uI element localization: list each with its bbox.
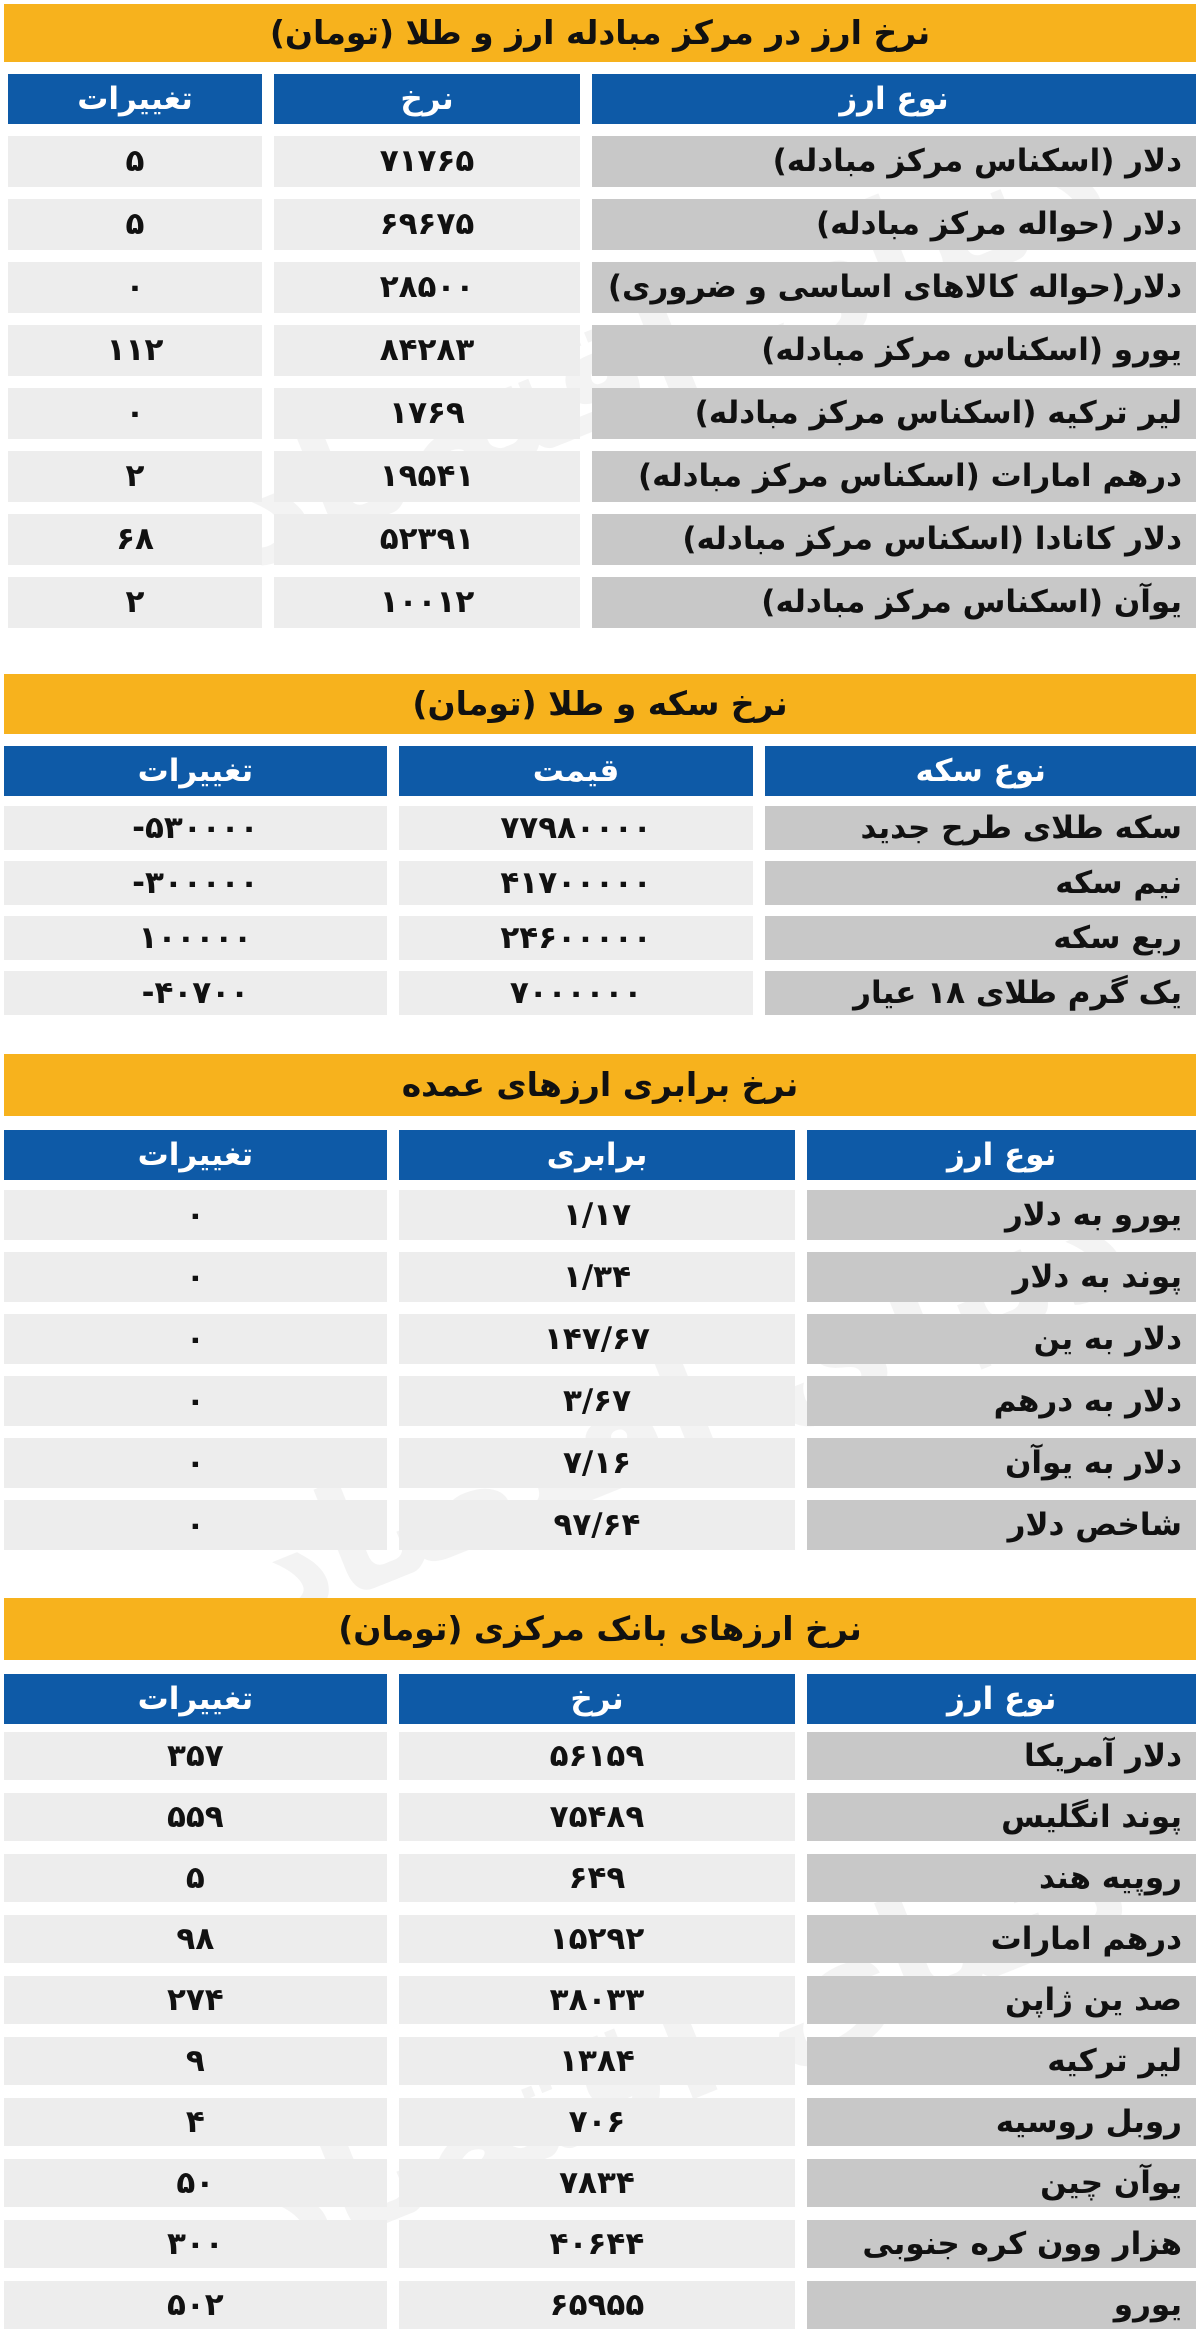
row-change: ۰ xyxy=(4,1314,387,1364)
row-value: ۲۴۶۰۰۰۰۰ xyxy=(399,916,754,960)
row-change: ۲۷۴ xyxy=(4,1976,387,2024)
table-row xyxy=(4,262,1196,313)
table-row xyxy=(4,1314,1196,1364)
table-row xyxy=(4,136,1196,187)
row-value: ۴۱۷۰۰۰۰۰ xyxy=(399,861,754,905)
row-name: یوآن (اسکناس مرکز مبادله) xyxy=(592,577,1196,628)
row-change: ۵۰۲ xyxy=(4,2281,387,2329)
section-title: نرخ ارزهای بانک مرکزی (تومان) xyxy=(4,1598,1196,1660)
section-coin-gold xyxy=(0,674,1200,1015)
section-title: نرخ سکه و طلا (تومان) xyxy=(4,674,1196,734)
table-row xyxy=(4,577,1196,628)
table-row xyxy=(4,1732,1196,1780)
row-name: شاخص دلار xyxy=(807,1500,1196,1550)
row-name: دلار(حواله کالاهای اساسی و ضروری) xyxy=(592,262,1196,313)
row-name: روپیه هند xyxy=(807,1854,1196,1902)
table-row xyxy=(4,1854,1196,1902)
row-name: صد ین ژاپن xyxy=(807,1976,1196,2024)
table-row xyxy=(4,2220,1196,2268)
row-change: ۰ xyxy=(4,1190,387,1240)
row-value: ۱۷۶۹ xyxy=(274,388,580,439)
row-value: ۷۰۶ xyxy=(399,2098,796,2146)
row-value: ۱۹۵۴۱ xyxy=(274,451,580,502)
header-change: تغییرات xyxy=(8,74,262,124)
row-name: یورو xyxy=(807,2281,1196,2329)
table-row xyxy=(4,1438,1196,1488)
table-row xyxy=(4,1793,1196,1841)
row-name: درهم امارات xyxy=(807,1915,1196,1963)
header-value: برابری xyxy=(399,1130,796,1180)
row-name: یورو (اسکناس مرکز مبادله) xyxy=(592,325,1196,376)
row-change: -۴۰۷۰۰ xyxy=(4,971,387,1015)
row-value: ۸۴۲۸۳ xyxy=(274,325,580,376)
table-row xyxy=(4,1915,1196,1963)
row-value: ۶۵۹۵۵ xyxy=(399,2281,796,2329)
table-body xyxy=(0,1190,1200,1550)
table-header xyxy=(4,74,1196,124)
section-title: نرخ ارز در مرکز مبادله ارز و طلا (تومان) xyxy=(4,4,1196,62)
table-row xyxy=(4,199,1196,250)
row-name: نیم سکه xyxy=(765,861,1196,905)
row-name: هزار وون کره جنوبی xyxy=(807,2220,1196,2268)
section-fx-exchange-center xyxy=(0,4,1200,628)
row-name: لیر ترکیه (اسکناس مرکز مبادله) xyxy=(592,388,1196,439)
row-value: ۵۲۳۹۱ xyxy=(274,514,580,565)
row-name: یوآن چین xyxy=(807,2159,1196,2207)
table-row xyxy=(4,2037,1196,2085)
table-body xyxy=(0,1732,1200,2329)
table-header xyxy=(4,746,1196,796)
header-value: نرخ xyxy=(399,1674,796,1724)
row-value: ۶۴۹ xyxy=(399,1854,796,1902)
row-change: ۲ xyxy=(8,577,262,628)
row-change: ۶۸ xyxy=(8,514,262,565)
row-change: ۴ xyxy=(4,2098,387,2146)
row-change: ۳۵۷ xyxy=(4,1732,387,1780)
row-change: ۱۰۰۰۰۰ xyxy=(4,916,387,960)
table-row xyxy=(4,451,1196,502)
table-row xyxy=(4,1252,1196,1302)
row-change: ۰ xyxy=(4,1376,387,1426)
row-change: ۰ xyxy=(8,262,262,313)
row-value: ۶۹۶۷۵ xyxy=(274,199,580,250)
row-name: دلار به درهم xyxy=(807,1376,1196,1426)
row-change: ۳۰۰ xyxy=(4,2220,387,2268)
header-name: نوع ارز xyxy=(592,74,1196,124)
row-value: ۱/۳۴ xyxy=(399,1252,796,1302)
row-name: دلار (اسکناس مرکز مبادله) xyxy=(592,136,1196,187)
row-value: ۷/۱۶ xyxy=(399,1438,796,1488)
section-major-rates xyxy=(0,1054,1200,1550)
row-change: -۳۰۰۰۰۰ xyxy=(4,861,387,905)
table-row xyxy=(4,916,1196,960)
row-name: یورو به دلار xyxy=(807,1190,1196,1240)
row-change: ۹۸ xyxy=(4,1915,387,1963)
row-value: ۱۴۷/۶۷ xyxy=(399,1314,796,1364)
row-name: روبل روسیه xyxy=(807,2098,1196,2146)
table-body xyxy=(0,136,1200,628)
row-change: ۵ xyxy=(8,199,262,250)
row-change: ۰ xyxy=(4,1252,387,1302)
row-name: ربع سکه xyxy=(765,916,1196,960)
header-name: نوع ارز xyxy=(807,1130,1196,1180)
table-row xyxy=(4,971,1196,1015)
row-change: ۲ xyxy=(8,451,262,502)
row-value: ۷۰۰۰۰۰۰ xyxy=(399,971,754,1015)
table-row xyxy=(4,388,1196,439)
row-name: درهم امارات (اسکناس مرکز مبادله) xyxy=(592,451,1196,502)
row-value: ۳۸۰۳۳ xyxy=(399,1976,796,2024)
row-name: پوند به دلار xyxy=(807,1252,1196,1302)
section-central-bank xyxy=(0,1598,1200,2329)
table-row xyxy=(4,2159,1196,2207)
table-row xyxy=(4,325,1196,376)
row-value: ۹۷/۶۴ xyxy=(399,1500,796,1550)
header-change: تغییرات xyxy=(4,1674,387,1724)
row-change: ۵۰ xyxy=(4,2159,387,2207)
row-name: سکه طلای طرح جدید xyxy=(765,806,1196,850)
row-name: دلار به یوآن xyxy=(807,1438,1196,1488)
row-value: ۲۸۵۰۰ xyxy=(274,262,580,313)
row-change: ۵ xyxy=(4,1854,387,1902)
row-value: ۱۵۲۹۲ xyxy=(399,1915,796,1963)
row-change: ۰ xyxy=(8,388,262,439)
row-name: دلار کانادا (اسکناس مرکز مبادله) xyxy=(592,514,1196,565)
row-name: یک گرم طلای ۱۸ عیار xyxy=(765,971,1196,1015)
header-value: نرخ xyxy=(274,74,580,124)
row-value: ۷۷۹۸۰۰۰۰ xyxy=(399,806,754,850)
row-value: ۷۱۷۶۵ xyxy=(274,136,580,187)
table-row xyxy=(4,1376,1196,1426)
table-row xyxy=(4,1500,1196,1550)
table-row xyxy=(4,1190,1196,1240)
row-value: ۱۰۰۱۲ xyxy=(274,577,580,628)
table-body xyxy=(0,806,1200,1015)
row-name: دلار به ین xyxy=(807,1314,1196,1364)
table-row xyxy=(4,514,1196,565)
section-title: نرخ برابری ارزهای عمده xyxy=(4,1054,1196,1116)
row-change: ۰ xyxy=(4,1438,387,1488)
row-change: ۱۱۲ xyxy=(8,325,262,376)
table-row xyxy=(4,806,1196,850)
row-name: دلار (حواله مرکز مبادله) xyxy=(592,199,1196,250)
header-change: تغییرات xyxy=(4,746,387,796)
row-value: ۷۵۴۸۹ xyxy=(399,1793,796,1841)
table-row xyxy=(4,1976,1196,2024)
row-change: ۵ xyxy=(8,136,262,187)
row-name: دلار آمریکا xyxy=(807,1732,1196,1780)
header-value: قیمت xyxy=(399,746,754,796)
header-name: نوع ارز xyxy=(807,1674,1196,1724)
header-change: تغییرات xyxy=(4,1130,387,1180)
table-row xyxy=(4,2281,1196,2329)
table-header xyxy=(4,1130,1196,1180)
table-row xyxy=(4,861,1196,905)
row-name: پوند انگلیس xyxy=(807,1793,1196,1841)
row-value: ۱۳۸۴ xyxy=(399,2037,796,2085)
table-row xyxy=(4,2098,1196,2146)
row-name: لیر ترکیه xyxy=(807,2037,1196,2085)
row-value: ۱/۱۷ xyxy=(399,1190,796,1240)
header-name: نوع سکه xyxy=(765,746,1196,796)
row-value: ۷۸۳۴ xyxy=(399,2159,796,2207)
row-change: ۵۵۹ xyxy=(4,1793,387,1841)
row-change: ۹ xyxy=(4,2037,387,2085)
row-change: ۰ xyxy=(4,1500,387,1550)
row-value: ۵۶۱۵۹ xyxy=(399,1732,796,1780)
row-value: ۳/۶۷ xyxy=(399,1376,796,1426)
row-value: ۴۰۶۴۴ xyxy=(399,2220,796,2268)
table-header xyxy=(4,1674,1196,1724)
row-change: -۵۳۰۰۰۰ xyxy=(4,806,387,850)
